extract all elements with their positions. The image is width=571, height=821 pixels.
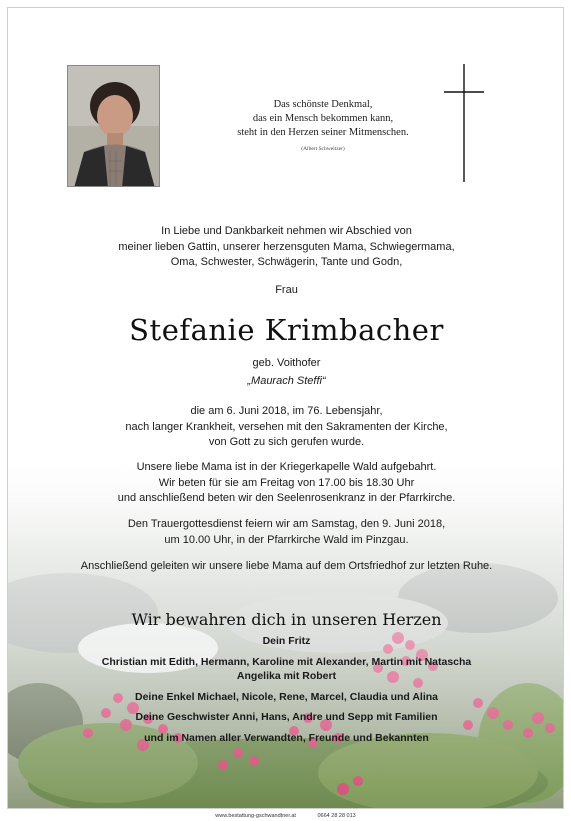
- birth-name: geb. Voithofer: [252, 357, 321, 369]
- viewing-line: Unsere liebe Mama ist in der Kriegerkapelle Wald aufgebahrt.: [136, 461, 437, 473]
- salutation: Frau: [275, 284, 298, 296]
- intro-text: [8, 224, 564, 271]
- quote-author: (Albert Schweitzer): [301, 146, 345, 152]
- portrait-photo: [67, 65, 160, 187]
- service-line: um 10.00 Uhr, in der Pfarrkirche Wald im Pinzgau.: [164, 533, 409, 546]
- death-info-line: nach langer Krankheit, versehen mit den Sakramenten der Kirche,: [125, 420, 448, 433]
- death-info: [8, 404, 564, 451]
- footer-phone: 0664 28 28 013: [317, 813, 356, 819]
- mourner-husband: Dein Fritz: [262, 635, 311, 647]
- mourner-children: Christian mit Edith, Hermann, Karoline mit Alexander, Martin mit Natascha: [101, 655, 472, 668]
- cross-icon: [444, 64, 484, 184]
- mourner-children: Angelika mit Robert: [236, 670, 337, 682]
- quote-block: [208, 98, 438, 154]
- nickname: „Maurach Steffi“: [247, 375, 326, 387]
- quote-line: steht in den Herzen seiner Mitmenschen.: [237, 127, 409, 138]
- deceased-name: Stefanie Krimbacher: [129, 313, 444, 347]
- intro-line: Oma, Schwester, Schwägerin, Tante und Godn,: [170, 256, 403, 268]
- mourner-siblings: Deine Geschwister Anni, Hans, Andre und Sepp mit Familien: [135, 711, 438, 723]
- intro-line: In Liebe und Dankbarkeit nehmen wir Abschied von: [161, 225, 412, 237]
- mourner-grandchildren: Deine Enkel Michael, Nicole, Rene, Marcel, Claudia und Alina: [134, 690, 439, 703]
- mourner-others: und im Namen aller Verwandten, Freunde und Bekannten: [144, 731, 429, 744]
- viewing-line: und anschließend beten wir den Seelenrosenkranz in der Pfarrkirche.: [117, 492, 456, 504]
- intro-line: meiner lieben Gattin, unserer herzensguten Mama, Schwiegermama,: [118, 240, 455, 253]
- death-info-line: die am 6. Juni 2018, im 76. Lebensjahr,: [190, 405, 383, 417]
- burial-info: Anschließend geleiten wir unsere liebe Mama auf dem Ortsfriedhof zur letzten Ruhe.: [80, 560, 493, 572]
- service-line: Den Trauergottesdienst feiern wir am Samstag, den 9. Juni 2018,: [127, 518, 446, 530]
- memorial-heading: Wir bewahren dich in unseren Herzen: [131, 610, 442, 629]
- viewing-info: [8, 460, 564, 507]
- obituary-card: [7, 7, 564, 809]
- quote-line: Das schönste Denkmal,: [273, 99, 373, 110]
- footer: [0, 812, 571, 820]
- footer-website[interactable]: www.bestattung-gschwandtner.at: [215, 813, 296, 819]
- death-info-line: von Gott zu sich gerufen wurde.: [208, 436, 365, 448]
- viewing-line: Wir beten für sie am Freitag von 17.00 bis 18.30 Uhr: [158, 476, 415, 489]
- quote-line: das ein Mensch bekommen kann,: [252, 113, 394, 124]
- service-info: [8, 517, 564, 548]
- mourners-list: [8, 634, 564, 745]
